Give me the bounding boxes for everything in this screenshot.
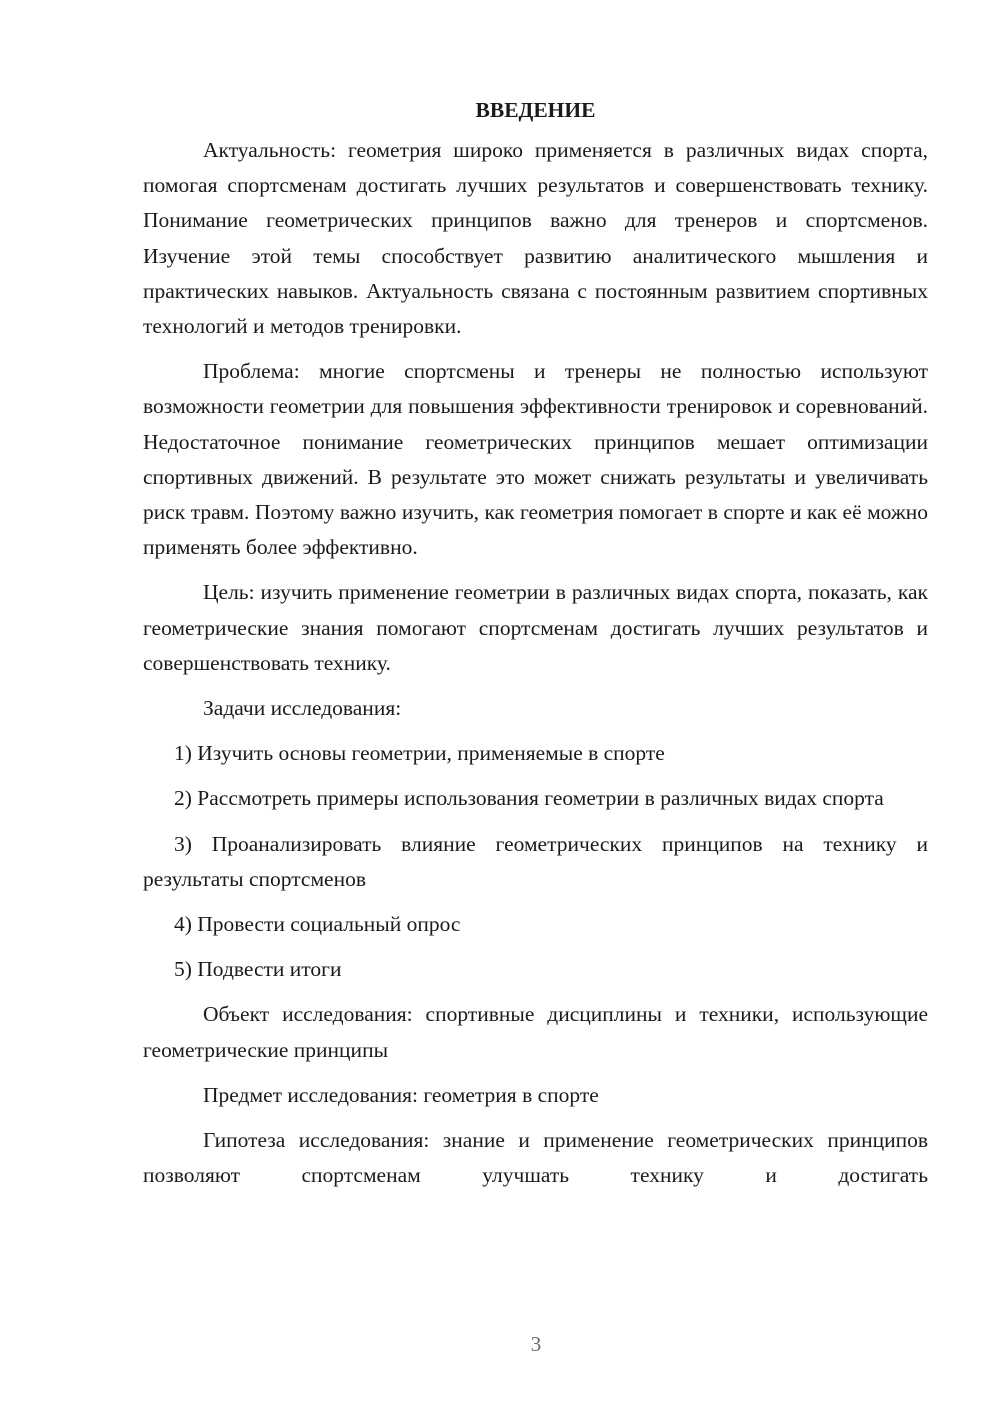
tasks-title: Задачи исследования: (203, 696, 402, 721)
relevance-paragraph: Актуальность: геометрия широко применяется в различных видах спорта, помогая спортсменам достигать лучших результатов и совершенствовать технику. Понимание геометрических принципов важно для тренеров и спортсменов. Изучение этой темы способствует развитию аналитического мышления и практических навыков. Актуальность связана с постоянным развитием спортивных технологий и методов тренировки. (143, 138, 928, 339)
goal-paragraph: Цель: изучить применение геометрии в различных видах спорта, показать, как геометрические знания помогают спортсменам достигать лучших результатов и совершенствовать технику. (143, 580, 928, 675)
task-item-3: 3) Проанализировать влияние геометрических принципов на технику и результаты спортсменов (143, 831, 928, 891)
task-item-4: 4) Провести социальный опрос (174, 912, 461, 937)
hypothesis-paragraph: Гипотеза исследования: знание и применение геометрических принципов позволяют спортсменам улучшать технику и достигать (143, 1128, 928, 1188)
subject-paragraph: Предмет исследования: геометрия в спорте (203, 1082, 599, 1107)
task-item-1: 1) Изучить основы геометрии, применяемые в спорте (174, 741, 665, 766)
problem-paragraph: Проблема: многие спортсмены и тренеры не полностью используют возможности геометрии для повышения эффективности тренировок и соревнований. Недостаточное понимание геометрических принципов мешает оптимизации спортивных движений. В результате это может снижать результаты и увеличивать риск травм. Поэтому важно изучить, как геометрия помогает в спорте и как её можно применять более эффективно. (143, 359, 928, 560)
document-page (143, 92, 928, 1203)
page-number: 3 (530, 1332, 542, 1356)
section-heading: ВВЕДЕНИЕ (475, 98, 596, 122)
task-item-5: 5) Подвести итоги (174, 957, 342, 982)
object-paragraph: Объект исследования: спортивные дисциплины и техники, использующие геометрические принципы (143, 1002, 928, 1062)
task-item-2: 2) Рассмотреть примеры использования геометрии в различных видах спорта (174, 786, 884, 811)
